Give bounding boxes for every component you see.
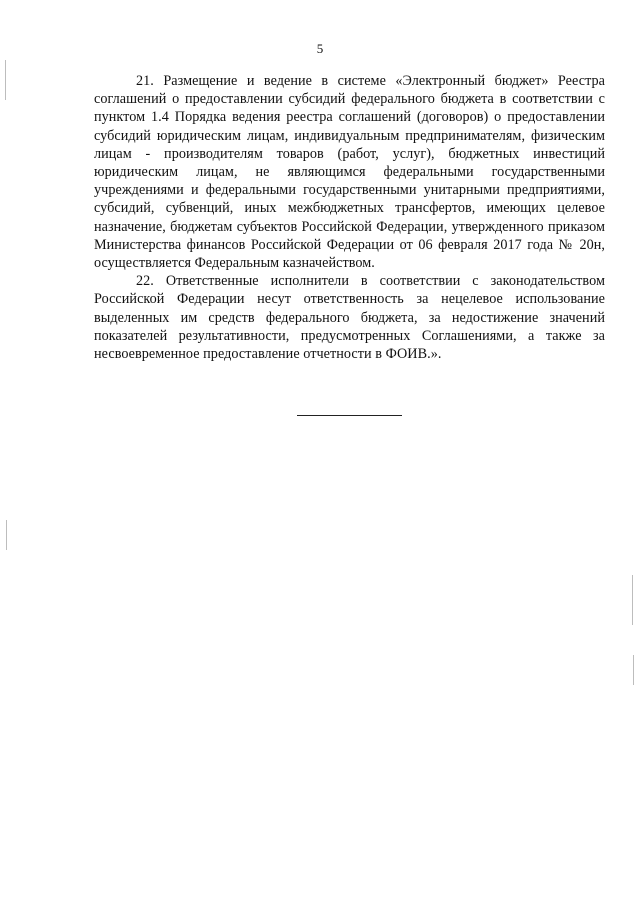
scan-edge-mark xyxy=(632,575,633,625)
paragraph-22: 22. Ответственные исполнители в соответствии с законодательством Российской Федерации несут ответственность за нецелевое использование выделенных им средств федерального бюджета, за недостижение значений показателей результативности, предусмотренных Соглашениями, а также за несвоевременное предоставление отчетности в ФОИВ.». xyxy=(94,273,605,363)
page-number: 5 xyxy=(316,41,324,56)
scan-edge-mark xyxy=(5,60,6,100)
paragraph-21: 21. Размещение и ведение в системе «Электронный бюджет» Реестра соглашений о предоставлении субсидий федерального бюджета в соответствии с пунктом 1.4 Порядка ведения реестра соглашений (договоров) о предоставлении субсидий юридическим лицам, индивидуальным предпринимателям, физическим лицам - производителям товаров (работ, услуг), бюджетных инвестиций юридическим лицам, не являющимся федеральными государственными учреждениями и федеральными государственными унитарными предприятиями, субсидий, субвенций, иных межбюджетных трансфертов, имеющих целевое назначение, бюджетам субъектов Российской Федерации, утвержденного приказом Министерства финансов Российской Федерации от 06 февраля 2017 года № 20н, осуществляется Федеральным казначейством. xyxy=(94,73,605,272)
scan-edge-mark xyxy=(633,655,634,685)
document-body xyxy=(94,72,605,363)
scan-edge-mark xyxy=(6,520,7,550)
section-separator-line xyxy=(297,415,402,416)
